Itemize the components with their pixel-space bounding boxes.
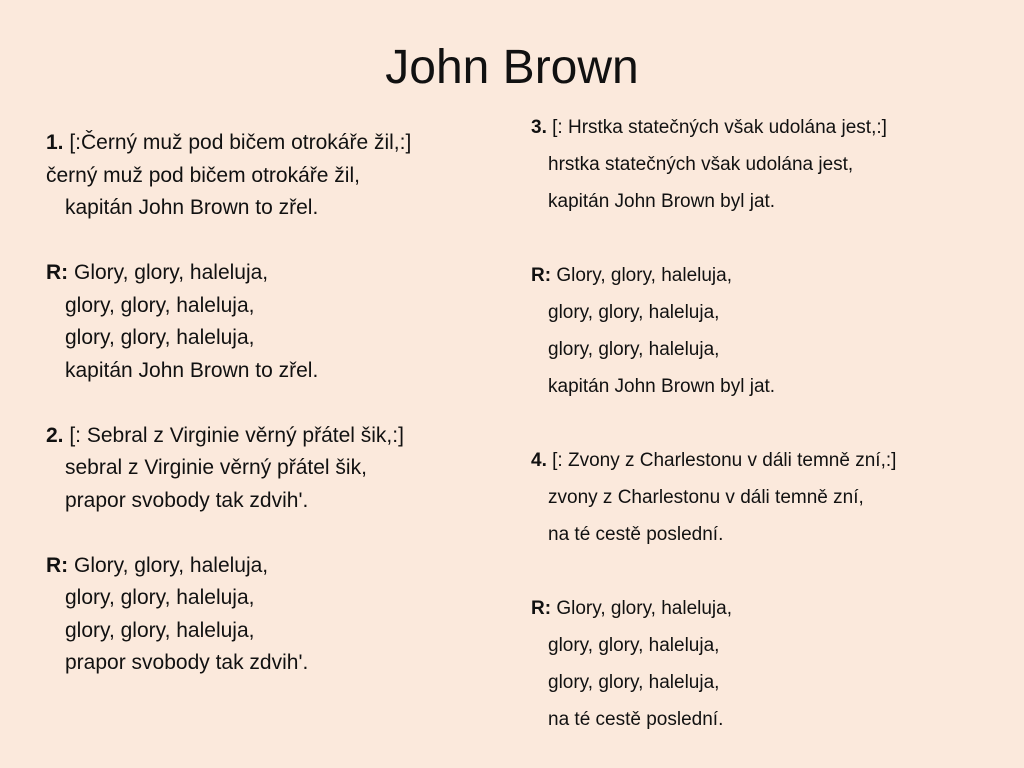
refrain-3 bbox=[531, 257, 1011, 405]
verse-4-line-1 bbox=[531, 442, 1011, 479]
refrain-1-text-1: Glory, glory, haleluja, bbox=[68, 261, 269, 284]
refrain-3-line-3: glory, glory, haleluja, bbox=[548, 339, 720, 360]
verse-1-number: 1. bbox=[46, 131, 64, 154]
stanza-gap bbox=[46, 517, 516, 550]
verse-3-line-3: kapitán John Brown byl jat. bbox=[548, 191, 776, 212]
refrain-4-line-4: na té cestě poslední. bbox=[548, 709, 724, 730]
verse-1 bbox=[46, 127, 516, 225]
refrain-3-line-2: glory, glory, haleluja, bbox=[548, 302, 720, 323]
refrain-4-line-1 bbox=[531, 590, 1011, 627]
verse-3-line-1 bbox=[531, 109, 1011, 146]
refrain-2 bbox=[46, 550, 516, 680]
verse-3-text-1: [: Hrstka statečných však udolána jest,:] bbox=[546, 117, 887, 138]
refrain-2-label: R: bbox=[46, 553, 69, 577]
left-column bbox=[46, 127, 516, 680]
verse-2-number: 2. bbox=[46, 423, 64, 447]
verse-2-text-1: [: Sebral z Virginie věrný přátel šik,:] bbox=[63, 423, 404, 447]
stanza-gap bbox=[531, 220, 1011, 257]
page-title: John Brown bbox=[385, 41, 639, 94]
verse-4-number: 4. bbox=[531, 450, 547, 471]
refrain-1-line-3: glory, glory, haleluja, bbox=[65, 326, 255, 349]
verse-1-line-3: kapitán John Brown to zřel. bbox=[65, 196, 319, 219]
right-column bbox=[531, 109, 1011, 738]
verse-1-text-1: [:Černý muž pod bičem otrokáře žil,:] bbox=[63, 131, 412, 154]
verse-4-line-2: zvony z Charlestonu v dáli temně zní, bbox=[548, 487, 864, 508]
refrain-1-line-4: kapitán John Brown to zřel. bbox=[65, 358, 319, 382]
stanza-gap bbox=[531, 405, 1011, 442]
refrain-4-line-3: glory, glory, haleluja, bbox=[548, 672, 720, 693]
refrain-1-line-2: glory, glory, haleluja, bbox=[65, 293, 255, 317]
stanza-gap bbox=[531, 553, 1011, 590]
refrain-3-label: R: bbox=[531, 265, 552, 286]
refrain-3-line-4: kapitán John Brown byl jat. bbox=[548, 376, 776, 397]
refrain-3-line-1 bbox=[531, 257, 1011, 294]
refrain-4-label: R: bbox=[531, 598, 552, 619]
verse-3-number: 3. bbox=[531, 117, 547, 138]
verse-3 bbox=[531, 109, 1011, 220]
refrain-1-label: R: bbox=[46, 261, 69, 284]
refrain-4 bbox=[531, 590, 1011, 738]
verse-1-line-1 bbox=[46, 127, 516, 160]
verse-2-line-1 bbox=[46, 420, 516, 453]
verse-2 bbox=[46, 420, 516, 518]
refrain-2-line-2: glory, glory, haleluja, bbox=[65, 586, 255, 609]
refrain-2-line-4: prapor svobody tak zdvih'. bbox=[65, 651, 309, 674]
stanza-gap bbox=[46, 387, 516, 420]
verse-3-line-2: hrstka statečných však udolána jest, bbox=[548, 154, 854, 175]
verse-2-line-3: prapor svobody tak zdvih'. bbox=[65, 488, 309, 512]
verse-4-line-3: na té cestě poslední. bbox=[548, 524, 724, 545]
refrain-2-text-1: Glory, glory, haleluja, bbox=[68, 553, 269, 577]
verse-4-text-1: [: Zvony z Charlestonu v dáli temně zní,:] bbox=[546, 450, 897, 471]
refrain-4-line-2: glory, glory, haleluja, bbox=[548, 635, 720, 656]
refrain-4-text-1: Glory, glory, haleluja, bbox=[551, 598, 732, 619]
refrain-2-line-3: glory, glory, haleluja, bbox=[65, 618, 255, 642]
verse-4 bbox=[531, 442, 1011, 553]
verse-2-line-2: sebral z Virginie věrný přátel šik, bbox=[65, 456, 367, 479]
verse-1-line-2: černý muž pod bičem otrokáře žil, bbox=[46, 163, 360, 187]
refrain-2-line-1 bbox=[46, 550, 516, 583]
refrain-1-line-1 bbox=[46, 257, 516, 290]
refrain-3-text-1: Glory, glory, haleluja, bbox=[551, 265, 732, 286]
stanza-gap bbox=[46, 225, 516, 258]
refrain-1 bbox=[46, 257, 516, 387]
